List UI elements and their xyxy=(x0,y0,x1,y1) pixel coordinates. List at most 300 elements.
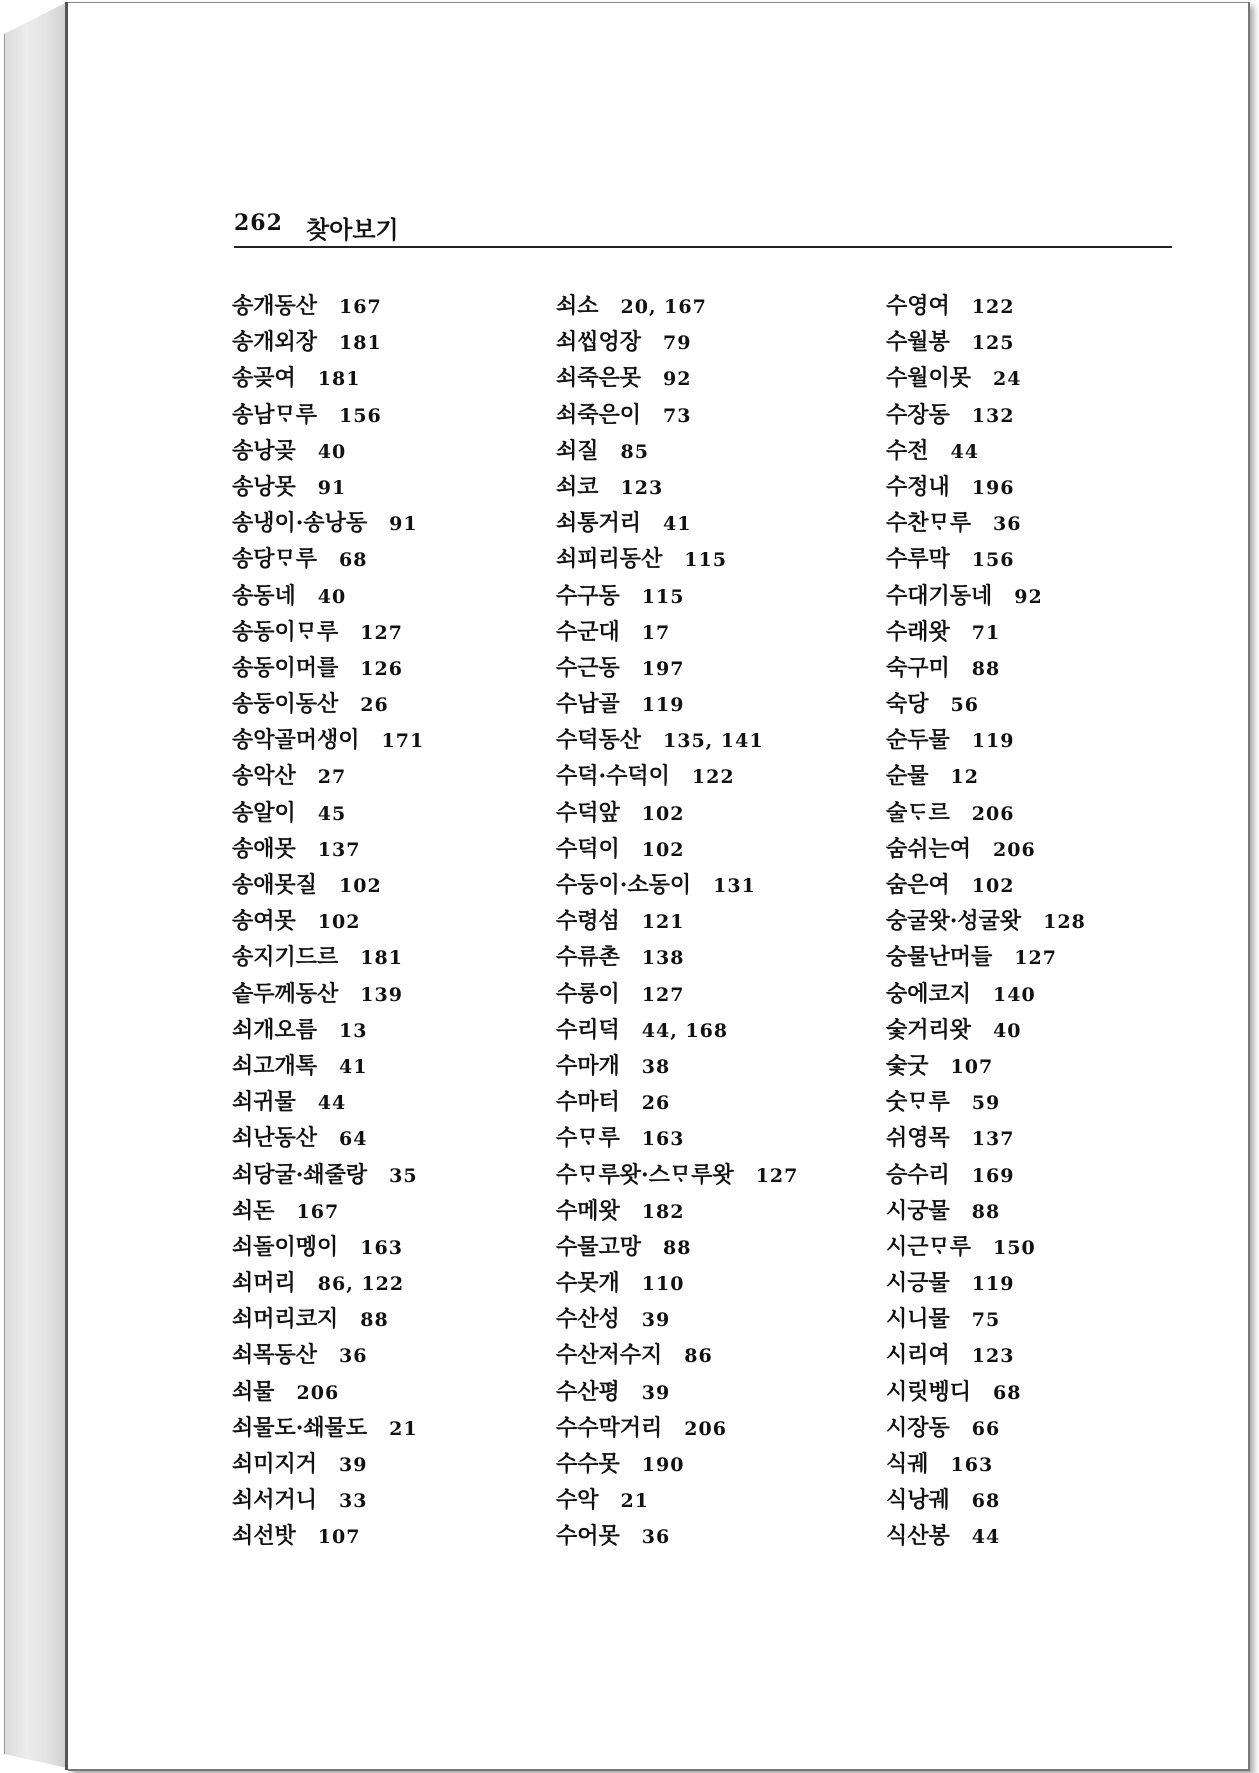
index-term: 송애못질 xyxy=(232,872,318,898)
index-entry xyxy=(232,1012,424,1048)
index-page-ref: 20, 167 xyxy=(620,296,707,318)
index-page-ref: 115 xyxy=(684,549,727,572)
index-entry xyxy=(886,1446,1086,1482)
index-page-ref: 86, 122 xyxy=(317,1273,405,1296)
index-term: 수장동 xyxy=(886,401,950,428)
index-term: 송개외장 xyxy=(232,329,318,356)
index-term: 수령섬 xyxy=(556,908,620,935)
index-term: 수산저수지 xyxy=(556,1342,663,1369)
index-page-ref: 137 xyxy=(317,838,361,861)
index-entry xyxy=(556,324,798,360)
index-term: 송당ᄆᆞ루 xyxy=(232,546,318,573)
page-header xyxy=(234,206,1172,248)
index-page-ref: 163 xyxy=(641,1128,685,1151)
index-entry xyxy=(232,1229,424,1265)
index-entry xyxy=(556,1265,798,1301)
index-page-ref: 24 xyxy=(993,368,1022,391)
index-entry xyxy=(556,360,798,396)
index-page-ref: 40 xyxy=(317,585,347,608)
index-page-ref: 107 xyxy=(950,1055,994,1078)
index-entry xyxy=(556,288,798,324)
index-term: 쇠난동산 xyxy=(232,1125,318,1152)
index-term: 쇠소 xyxy=(556,293,599,319)
index-entry xyxy=(886,939,1086,975)
index-term: 수덕·수덕이 xyxy=(556,763,670,790)
index-page-ref: 79 xyxy=(663,332,692,355)
index-term: 쇠고개톡 xyxy=(232,1052,318,1079)
index-entry xyxy=(556,433,798,469)
index-page-ref: 206 xyxy=(971,802,1015,825)
index-term: 쇠물도·쇄물도 xyxy=(232,1414,368,1441)
index-term: 수메왓 xyxy=(556,1197,620,1224)
index-page-ref: 88 xyxy=(971,657,1001,680)
index-column-1 xyxy=(232,288,424,1555)
index-entry xyxy=(232,1157,424,1193)
index-entry xyxy=(232,288,424,324)
index-entry xyxy=(886,758,1086,794)
index-entry xyxy=(232,1446,424,1482)
index-entry xyxy=(556,1193,798,1229)
index-entry xyxy=(886,1229,1086,1265)
index-term: 숙구미 xyxy=(886,654,950,681)
index-page-ref: 35 xyxy=(389,1164,418,1187)
index-term: 수전 xyxy=(886,437,929,464)
index-term: 수물고망 xyxy=(556,1233,642,1260)
index-entry xyxy=(232,758,424,794)
index-entry xyxy=(232,1193,424,1229)
page-number: 262 xyxy=(234,210,283,236)
index-page-ref: 206 xyxy=(296,1381,340,1404)
index-entry xyxy=(556,1157,798,1193)
index-term: 쇠통거리 xyxy=(556,510,642,537)
index-entry xyxy=(232,614,424,650)
index-entry xyxy=(232,903,424,939)
index-page-ref: 40 xyxy=(317,440,347,463)
index-entry xyxy=(886,433,1086,469)
index-page-ref: 139 xyxy=(360,983,403,1006)
index-page-ref: 131 xyxy=(713,875,756,897)
index-entry xyxy=(886,867,1086,903)
index-term: 송남ᄆᆞ루 xyxy=(232,401,318,428)
index-page-ref: 119 xyxy=(641,694,685,717)
index-entry xyxy=(556,1410,798,1446)
index-page-ref: 26 xyxy=(360,694,389,717)
index-page-ref: 107 xyxy=(317,1526,361,1549)
index-page-ref: 66 xyxy=(971,1417,1001,1440)
index-entry xyxy=(556,469,798,505)
index-page-ref: 56 xyxy=(950,694,979,717)
index-term: 쇠머리코지 xyxy=(232,1306,339,1333)
index-term: 쇠질 xyxy=(556,437,599,464)
index-entry xyxy=(556,397,798,433)
index-term: 쇠개오름 xyxy=(232,1016,318,1043)
book-spine xyxy=(4,2,67,1768)
index-page-ref: 75 xyxy=(971,1309,1001,1332)
index-page-ref: 88 xyxy=(663,1236,692,1259)
index-entry xyxy=(232,1518,424,1554)
index-entry xyxy=(556,686,798,722)
index-term: 수ᄆᆞ루 xyxy=(556,1125,620,1152)
index-term: 순두물 xyxy=(886,727,950,754)
index-page-ref: 41 xyxy=(339,1055,368,1078)
index-term: 시긍물 xyxy=(886,1270,950,1297)
index-entry xyxy=(556,758,798,794)
index-entry xyxy=(232,1482,424,1518)
index-term: 수군대 xyxy=(556,618,620,645)
index-column-3 xyxy=(886,288,1086,1555)
index-term: 시장동 xyxy=(886,1414,950,1441)
index-term: 수둥이·소동이 xyxy=(556,872,692,898)
index-entry xyxy=(886,1157,1086,1193)
index-page-ref: 138 xyxy=(641,947,685,970)
index-page-ref: 119 xyxy=(971,1273,1015,1296)
index-page-ref: 39 xyxy=(641,1381,671,1404)
index-term: 송곶여 xyxy=(232,365,296,392)
index-term: 수영여 xyxy=(886,293,950,319)
index-page-ref: 88 xyxy=(360,1309,389,1332)
index-page-ref: 71 xyxy=(971,621,1001,644)
index-term: 송동네 xyxy=(232,582,296,609)
index-page-ref: 91 xyxy=(389,513,418,536)
index-page-ref: 206 xyxy=(993,838,1036,861)
index-entry xyxy=(556,1012,798,1048)
index-page-ref: 26 xyxy=(641,1092,671,1115)
index-term: 송둥이동산 xyxy=(232,691,339,718)
index-term: 쇠당굴·쇄줄랑 xyxy=(232,1161,368,1188)
index-entry xyxy=(886,614,1086,650)
index-page-ref: 44 xyxy=(971,1526,1001,1549)
index-page-ref: 122 xyxy=(971,296,1015,318)
index-term: 식궤 xyxy=(886,1451,929,1477)
index-entry xyxy=(232,1084,424,1120)
index-page-ref: 86 xyxy=(684,1345,713,1368)
index-page-ref: 125 xyxy=(971,332,1015,355)
index-term: 쇠코 xyxy=(556,473,599,500)
index-term: 숨쉬는여 xyxy=(886,835,972,862)
index-term: 송냉이·송낭동 xyxy=(232,510,368,537)
index-entry xyxy=(886,1482,1086,1518)
index-term: 쇠씹엉장 xyxy=(556,329,642,356)
index-page-ref: 167 xyxy=(296,1200,340,1223)
index-page-ref: 156 xyxy=(971,549,1015,572)
index-entry xyxy=(232,360,424,396)
index-page-ref: 102 xyxy=(641,802,685,825)
index-page-ref: 59 xyxy=(971,1092,1001,1115)
index-term: 쇠죽은이 xyxy=(556,401,642,428)
index-entry xyxy=(232,433,424,469)
index-entry xyxy=(886,686,1086,722)
index-entry xyxy=(556,795,798,831)
index-entry xyxy=(556,1337,798,1373)
index-page-ref: 92 xyxy=(663,368,692,391)
index-entry xyxy=(886,397,1086,433)
index-entry xyxy=(886,1301,1086,1337)
index-entry xyxy=(556,1446,798,1482)
index-entry xyxy=(232,1301,424,1337)
index-entry xyxy=(886,650,1086,686)
index-term: 쇠피리동산 xyxy=(556,546,663,573)
index-term: 수덕동산 xyxy=(556,727,642,754)
index-page-ref: 88 xyxy=(971,1200,1001,1223)
index-term: 송낭곶 xyxy=(232,437,296,464)
index-term: 숭물난머들 xyxy=(886,944,993,971)
index-page-ref: 206 xyxy=(684,1417,727,1440)
index-entry xyxy=(232,831,424,867)
index-entry xyxy=(556,614,798,650)
index-page-ref: 44 xyxy=(317,1092,347,1115)
index-page-ref: 135, 141 xyxy=(663,730,764,753)
index-entry xyxy=(232,578,424,614)
index-term: 시릿벵디 xyxy=(886,1378,972,1405)
index-entry xyxy=(556,1229,798,1265)
index-page-ref: 123 xyxy=(620,476,664,499)
index-entry xyxy=(556,541,798,577)
index-page-ref: 197 xyxy=(641,657,685,680)
index-page-ref: 121 xyxy=(641,911,685,934)
index-term: 쇠목동산 xyxy=(232,1342,318,1369)
index-term: 솥두께동산 xyxy=(232,980,339,1007)
index-entry xyxy=(886,288,1086,324)
index-entry xyxy=(232,1337,424,1373)
index-entry xyxy=(886,722,1086,758)
index-term: 수산성 xyxy=(556,1306,620,1333)
index-page-ref: 150 xyxy=(993,1236,1036,1259)
index-page-ref: 156 xyxy=(339,404,382,427)
index-term: 수남골 xyxy=(556,691,620,718)
index-entry xyxy=(886,1084,1086,1120)
index-page-ref: 163 xyxy=(950,1454,994,1476)
index-entry xyxy=(232,397,424,433)
index-term: 시니물 xyxy=(886,1306,950,1333)
index-entry xyxy=(232,505,424,541)
index-term: 수ᄆᆞ루왓·스ᄆᆞ루왓 xyxy=(556,1161,734,1188)
index-entry xyxy=(556,903,798,939)
index-term: 수수막거리 xyxy=(556,1414,663,1441)
index-entry xyxy=(886,795,1086,831)
index-term: 수루막 xyxy=(886,546,950,573)
index-entry xyxy=(232,722,424,758)
index-entry xyxy=(232,795,424,831)
index-page-ref: 44, 168 xyxy=(641,1019,729,1042)
index-page-ref: 39 xyxy=(641,1309,671,1332)
index-term: 쇠귀물 xyxy=(232,1089,296,1116)
index-term: 송동이ᄆᆞ루 xyxy=(232,618,339,645)
index-entry xyxy=(232,650,424,686)
index-term: 수찬ᄆᆞ루 xyxy=(886,510,972,537)
index-entry xyxy=(232,1265,424,1301)
index-page-ref: 21 xyxy=(389,1417,418,1440)
index-term: 송개동산 xyxy=(232,293,318,319)
index-page-ref: 102 xyxy=(317,911,361,934)
index-entry xyxy=(886,1410,1086,1446)
index-page-ref: 127 xyxy=(755,1164,799,1187)
index-entry xyxy=(556,867,798,903)
index-term: 송악산 xyxy=(232,763,296,790)
index-entry xyxy=(232,324,424,360)
index-entry xyxy=(232,1374,424,1410)
index-term: 송알이 xyxy=(232,799,296,826)
index-term: 송동이머를 xyxy=(232,654,339,681)
index-term: 숙당 xyxy=(886,691,929,718)
index-term: 쇠미지거 xyxy=(232,1451,318,1477)
index-term: 쇠서거니 xyxy=(232,1487,318,1514)
index-entry xyxy=(886,903,1086,939)
index-entry xyxy=(232,686,424,722)
index-page-ref: 181 xyxy=(317,368,361,391)
index-entry xyxy=(886,469,1086,505)
index-entry xyxy=(556,976,798,1012)
index-entry xyxy=(886,976,1086,1012)
index-term: 수수못 xyxy=(556,1451,620,1477)
index-term: 수리덕 xyxy=(556,1016,620,1043)
index-entry xyxy=(232,541,424,577)
index-term: 순물 xyxy=(886,763,929,790)
index-term: 송여못 xyxy=(232,908,296,935)
index-entry xyxy=(232,469,424,505)
index-page-ref: 92 xyxy=(1014,585,1043,608)
index-page-ref: 127 xyxy=(1014,947,1057,970)
index-term: 숭굴왓·성굴왓 xyxy=(886,908,1022,935)
index-entry xyxy=(232,939,424,975)
index-page-ref: 127 xyxy=(641,983,685,1006)
index-entry xyxy=(556,1518,798,1554)
index-page-ref: 137 xyxy=(971,1128,1015,1151)
index-page-ref: 140 xyxy=(993,983,1036,1006)
index-page-ref: 182 xyxy=(641,1200,685,1223)
index-entry xyxy=(886,324,1086,360)
index-term: 술ᄃᆞ르 xyxy=(886,799,950,826)
index-entry xyxy=(886,831,1086,867)
index-term: 숭에코지 xyxy=(886,980,972,1007)
index-page-ref: 102 xyxy=(971,875,1015,897)
index-term: 송애못 xyxy=(232,835,296,862)
index-entry xyxy=(556,1301,798,1337)
index-entry xyxy=(556,1374,798,1410)
index-page-ref: 167 xyxy=(339,296,382,318)
index-term: 송지기드르 xyxy=(232,944,339,971)
index-page-ref: 110 xyxy=(641,1273,685,1296)
index-entry xyxy=(886,1374,1086,1410)
index-term: 수마개 xyxy=(556,1052,620,1079)
index-page-ref: 41 xyxy=(663,513,692,536)
index-page-ref: 169 xyxy=(971,1164,1015,1187)
index-term: 수정내 xyxy=(886,473,950,500)
index-page-ref: 190 xyxy=(641,1454,685,1476)
index-page-ref: 126 xyxy=(360,657,403,680)
index-entry xyxy=(886,1265,1086,1301)
index-page-ref: 132 xyxy=(971,404,1015,427)
index-page-ref: 127 xyxy=(360,621,403,644)
index-entry xyxy=(232,1120,424,1156)
index-entry xyxy=(232,976,424,1012)
index-page-ref: 181 xyxy=(360,947,403,970)
index-entry xyxy=(556,578,798,614)
index-entry xyxy=(886,578,1086,614)
index-term: 숯거리왓 xyxy=(886,1016,972,1043)
index-entry xyxy=(886,1518,1086,1554)
index-page-ref: 38 xyxy=(641,1055,671,1078)
index-term: 수덕이 xyxy=(556,835,620,862)
index-entry xyxy=(556,1084,798,1120)
index-term: 수월봉 xyxy=(886,329,950,356)
index-entry xyxy=(556,505,798,541)
index-page-ref: 40 xyxy=(993,1019,1022,1042)
index-term: 수구동 xyxy=(556,582,620,609)
index-term: 수덕앞 xyxy=(556,799,620,826)
index-term: 쇠돌이멩이 xyxy=(232,1233,339,1260)
index-term: 수못개 xyxy=(556,1270,620,1297)
index-page-ref: 36 xyxy=(339,1345,368,1368)
index-term: 식산봉 xyxy=(886,1523,950,1550)
index-term: 승수리 xyxy=(886,1161,950,1188)
index-entry xyxy=(232,1048,424,1084)
index-term: 송낭못 xyxy=(232,473,296,500)
index-term: 수대기동네 xyxy=(886,582,993,609)
index-entry xyxy=(556,650,798,686)
index-page-ref: 123 xyxy=(971,1345,1015,1368)
index-entry xyxy=(556,722,798,758)
index-page-ref: 13 xyxy=(339,1019,368,1042)
index-entry xyxy=(886,505,1086,541)
index-page-ref: 68 xyxy=(339,549,368,572)
index-entry xyxy=(556,1482,798,1518)
page-title: 찾아보기 xyxy=(306,215,399,244)
index-term: 수산평 xyxy=(556,1378,620,1405)
index-entry xyxy=(232,867,424,903)
index-term: 수마터 xyxy=(556,1089,620,1116)
index-page-ref: 21 xyxy=(620,1490,649,1513)
index-page-ref: 64 xyxy=(339,1128,368,1151)
index-term: 수월이못 xyxy=(886,365,972,392)
index-page-ref: 12 xyxy=(950,766,979,789)
index-term: 시리여 xyxy=(886,1342,950,1369)
index-page-ref: 119 xyxy=(971,730,1015,753)
index-term: 수어못 xyxy=(556,1523,620,1550)
index-entry xyxy=(886,1193,1086,1229)
index-term: 시궁물 xyxy=(886,1197,950,1224)
index-page-ref: 17 xyxy=(641,621,671,644)
index-page-ref: 115 xyxy=(641,585,685,608)
index-term: 쇠죽은못 xyxy=(556,365,642,392)
index-page-ref: 73 xyxy=(663,404,692,427)
index-entry xyxy=(232,1410,424,1446)
index-page-ref: 68 xyxy=(993,1381,1022,1404)
index-term: 수래왓 xyxy=(886,618,950,645)
index-term: 쇠선밧 xyxy=(232,1523,296,1550)
index-entry xyxy=(886,541,1086,577)
index-entry xyxy=(886,1012,1086,1048)
index-entry xyxy=(886,360,1086,396)
index-page-ref: 128 xyxy=(1043,911,1086,934)
index-page-ref: 196 xyxy=(971,476,1015,499)
index-entry xyxy=(556,939,798,975)
index-term: 숨은여 xyxy=(886,872,950,898)
index-page-ref: 36 xyxy=(641,1526,671,1549)
index-term: 식낭궤 xyxy=(886,1487,950,1514)
index-term: 시근ᄆᆞ루 xyxy=(886,1233,972,1260)
index-term: 쇠물 xyxy=(232,1378,275,1405)
index-page-ref: 163 xyxy=(360,1236,403,1259)
index-page-ref: 36 xyxy=(993,513,1022,536)
index-term: 수류촌 xyxy=(556,944,620,971)
index-page-ref: 45 xyxy=(317,802,347,825)
index-page-ref: 85 xyxy=(620,440,649,463)
index-page-ref: 171 xyxy=(381,730,425,753)
index-page-ref: 68 xyxy=(971,1490,1001,1513)
index-term: 수악 xyxy=(556,1487,599,1514)
index-term: 수근동 xyxy=(556,654,620,681)
index-entry xyxy=(556,831,798,867)
